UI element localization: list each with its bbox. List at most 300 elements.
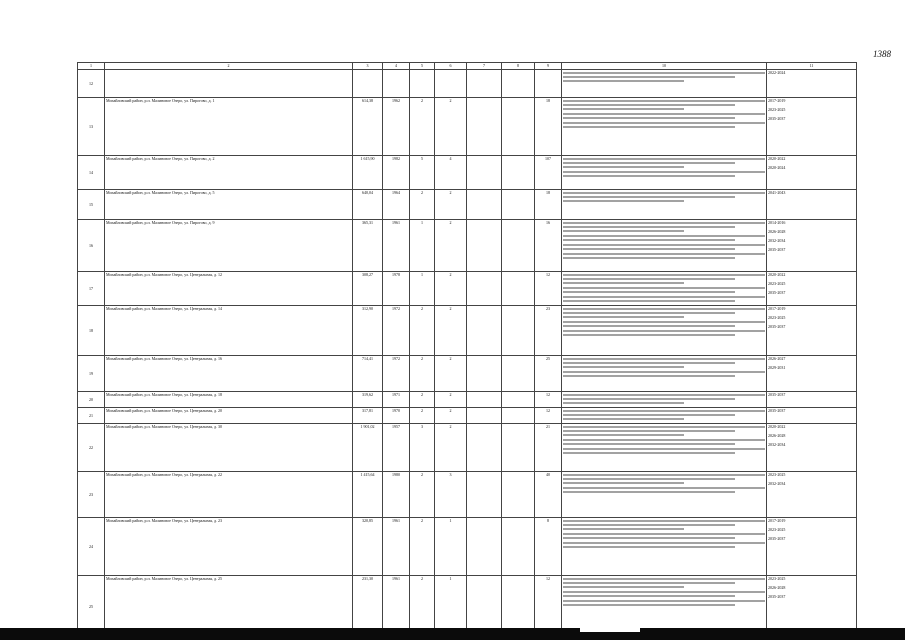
row-c5: 1 — [410, 272, 435, 306]
row-years — [767, 392, 857, 408]
row-c6: 2 — [435, 272, 467, 306]
work-item — [563, 308, 765, 318]
text-line — [563, 448, 765, 450]
work-item — [563, 578, 765, 588]
text-line — [563, 542, 765, 544]
row-c7 — [467, 272, 502, 306]
row-c5: 2 — [410, 190, 435, 220]
work-item — [563, 487, 765, 493]
text-line — [563, 72, 765, 74]
text-line — [563, 253, 765, 255]
text-line — [563, 452, 735, 454]
row-number: 22 — [78, 424, 105, 472]
work-item — [563, 122, 765, 128]
work-item — [563, 253, 765, 259]
row-c9 — [535, 70, 562, 98]
row-year: 1961 — [383, 220, 410, 272]
text-line — [563, 113, 765, 115]
row-area: 614,38 — [353, 98, 383, 156]
row-c9: 12 — [535, 576, 562, 638]
text-line — [563, 175, 735, 177]
row-c5: 2 — [410, 576, 435, 638]
text-line — [563, 578, 765, 580]
text-line — [563, 362, 735, 364]
work-item — [563, 296, 765, 302]
text-line — [563, 582, 735, 584]
row-c7 — [467, 518, 502, 576]
row-c5: 1 — [410, 220, 435, 272]
row-area: 1 615,90 — [353, 156, 383, 190]
text-line — [563, 430, 735, 432]
row-c5: 5 — [410, 156, 435, 190]
row-number: 15 — [78, 190, 105, 220]
row-c7 — [467, 190, 502, 220]
row-c9: 12 — [535, 272, 562, 306]
row-address: Михайловский район, р.п. Малиновое Озеро, ул. Центральная, д. 25 — [105, 576, 353, 638]
row-c7 — [467, 472, 502, 518]
text-line — [563, 482, 684, 484]
row-c6: 2 — [435, 220, 467, 272]
text-line — [563, 402, 684, 404]
row-address: Михайловский район, р.п. Малиновое Озеро, ул. Центральная, д. 20 — [105, 408, 353, 424]
row-c9: 8 — [535, 518, 562, 576]
work-years: 2023-2025 — [768, 527, 786, 532]
row-c8 — [502, 156, 535, 190]
text-line — [563, 410, 765, 412]
work-item — [563, 72, 765, 82]
row-area: 365,31 — [353, 220, 383, 272]
table-row — [78, 408, 857, 424]
work-years: 2026-2028 — [768, 433, 786, 438]
row-number: 17 — [78, 272, 105, 306]
row-year: 1961 — [383, 576, 410, 638]
row-c9: 107 — [535, 156, 562, 190]
work-years: 2017-2019 — [768, 306, 786, 311]
row-c7 — [467, 392, 502, 408]
text-line — [563, 278, 735, 280]
text-line — [563, 334, 735, 336]
row-area: 714,41 — [353, 356, 383, 392]
work-years: 2023-2025 — [768, 107, 786, 112]
work-years: 2032-2034 — [768, 442, 786, 447]
row-area: 1 901,02 — [353, 424, 383, 472]
work-years: 2022-2024 — [768, 70, 786, 75]
row-address: Михайловский район, р.п. Малиновое Озеро, ул. Центральная, д. 14 — [105, 306, 353, 356]
work-years: 2035-2037 — [768, 392, 786, 397]
row-year: 1971 — [383, 392, 410, 408]
row-number: 14 — [78, 156, 105, 190]
work-years: 2017-2019 — [768, 518, 786, 523]
row-c6: 2 — [435, 356, 467, 392]
text-line — [563, 600, 765, 602]
row-address — [105, 70, 353, 98]
row-c5: 2 — [410, 98, 435, 156]
table-row — [78, 220, 857, 272]
row-c7 — [467, 98, 502, 156]
work-item — [563, 192, 765, 202]
row-area: 640,04 — [353, 190, 383, 220]
work-years: 2035-2037 — [768, 594, 786, 599]
work-item — [563, 287, 765, 293]
row-years — [767, 356, 857, 392]
text-line — [563, 166, 684, 168]
work-years: 2026-2028 — [768, 229, 786, 234]
row-number: 23 — [78, 472, 105, 518]
work-years: 2023-2025 — [768, 315, 786, 320]
row-year: 1962 — [383, 98, 410, 156]
work-years: 2029-2031 — [768, 365, 786, 370]
table-row — [78, 272, 857, 306]
row-area: 320,85 — [353, 518, 383, 576]
row-address: Михайловский район, р.п. Малиновое Озеро, ул. Центральная, д. 16 — [105, 356, 353, 392]
work-item — [563, 321, 765, 327]
table-row — [78, 472, 857, 518]
row-year: 1970 — [383, 408, 410, 424]
text-line — [563, 371, 765, 373]
text-line — [563, 533, 765, 535]
row-c6: 2 — [435, 424, 467, 472]
work-years: 2035-2037 — [768, 247, 786, 252]
row-years — [767, 306, 857, 356]
row-c6: 1 — [435, 518, 467, 576]
work-years: 2026-2028 — [768, 585, 786, 590]
row-works — [562, 408, 767, 424]
header-cell: 2 — [105, 63, 353, 70]
text-line — [563, 104, 735, 106]
row-year — [383, 70, 410, 98]
text-line — [563, 122, 765, 124]
text-line — [563, 537, 735, 539]
text-line — [563, 316, 684, 318]
row-works — [562, 190, 767, 220]
table-row — [78, 518, 857, 576]
header-cell: 11 — [767, 63, 857, 70]
row-number: 16 — [78, 220, 105, 272]
row-c7 — [467, 408, 502, 424]
work-years: 2023-2025 — [768, 472, 786, 477]
header-cell: 3 — [353, 63, 383, 70]
row-c9: 40 — [535, 472, 562, 518]
scan-bottom-edge — [0, 628, 905, 640]
work-item — [563, 426, 765, 436]
row-c5: 2 — [410, 356, 435, 392]
row-works — [562, 306, 767, 356]
text-line — [563, 108, 684, 110]
row-c9: 12 — [535, 408, 562, 424]
work-years: 2023-2025 — [768, 576, 786, 581]
row-c6: 2 — [435, 392, 467, 408]
work-item — [563, 371, 765, 377]
row-c5 — [410, 70, 435, 98]
header-row — [78, 63, 857, 70]
row-address: Михайловский район, р.п. Малиновое Озеро, ул. Пирогово, д. 2 — [105, 156, 353, 190]
work-years: 2020-2024 — [768, 165, 786, 170]
table-row — [78, 392, 857, 408]
row-c6 — [435, 70, 467, 98]
work-item — [563, 222, 765, 232]
work-years: 2041-2043 — [768, 190, 786, 195]
text-line — [563, 222, 765, 224]
header-cell: 1 — [78, 63, 105, 70]
text-line — [563, 226, 735, 228]
row-c8 — [502, 392, 535, 408]
text-line — [563, 591, 765, 593]
work-years: 2020-2022 — [768, 272, 786, 277]
row-year: 1957 — [383, 424, 410, 472]
work-item — [563, 158, 765, 168]
row-c8 — [502, 518, 535, 576]
row-address: Михайловский район, р.п. Малиновое Озеро, ул. Центральная, д. 12 — [105, 272, 353, 306]
row-works — [562, 472, 767, 518]
row-years — [767, 408, 857, 424]
row-c5: 2 — [410, 306, 435, 356]
row-c9: 12 — [535, 392, 562, 408]
row-works — [562, 272, 767, 306]
row-c7 — [467, 156, 502, 190]
work-item — [563, 600, 765, 606]
row-years — [767, 98, 857, 156]
row-number: 13 — [78, 98, 105, 156]
row-number: 18 — [78, 306, 105, 356]
text-line — [563, 375, 735, 377]
row-works — [562, 220, 767, 272]
work-item — [563, 410, 765, 420]
text-line — [563, 126, 735, 128]
work-item — [563, 448, 765, 454]
table-row — [78, 98, 857, 156]
row-works — [562, 356, 767, 392]
work-item — [563, 274, 765, 284]
header-cell: 5 — [410, 63, 435, 70]
row-c6: 2 — [435, 98, 467, 156]
work-item — [563, 533, 765, 539]
row-c7 — [467, 424, 502, 472]
row-c5: 2 — [410, 472, 435, 518]
text-line — [563, 414, 735, 416]
text-line — [563, 80, 684, 82]
text-line — [563, 325, 735, 327]
text-line — [563, 321, 765, 323]
table-row — [78, 190, 857, 220]
row-c8 — [502, 424, 535, 472]
work-years: 2032-2034 — [768, 238, 786, 243]
text-line — [563, 418, 684, 420]
work-years: 2014-2016 — [768, 220, 786, 225]
header-cell: 8 — [502, 63, 535, 70]
text-line — [563, 200, 684, 202]
text-line — [563, 394, 765, 396]
work-years: 2020-2022 — [768, 424, 786, 429]
work-item — [563, 235, 765, 241]
text-line — [563, 76, 735, 78]
work-years: 2017-2019 — [768, 98, 786, 103]
row-c9: 18 — [535, 98, 562, 156]
row-c8 — [502, 220, 535, 272]
row-c8 — [502, 472, 535, 518]
row-c9: 16 — [535, 220, 562, 272]
row-year: 1964 — [383, 190, 410, 220]
text-line — [563, 426, 765, 428]
text-line — [563, 257, 735, 259]
row-c5: 2 — [410, 518, 435, 576]
text-line — [563, 308, 765, 310]
row-years — [767, 472, 857, 518]
row-c7 — [467, 70, 502, 98]
row-year: 1982 — [383, 156, 410, 190]
row-year: 1978 — [383, 272, 410, 306]
row-number: 12 — [78, 70, 105, 98]
text-line — [563, 358, 765, 360]
text-line — [563, 117, 735, 119]
work-item — [563, 244, 765, 250]
work-years: 2035-2037 — [768, 408, 786, 413]
text-line — [563, 230, 684, 232]
table-row — [78, 70, 857, 98]
row-years — [767, 220, 857, 272]
text-line — [563, 312, 735, 314]
text-line — [563, 478, 735, 480]
row-years — [767, 156, 857, 190]
row-area — [353, 70, 383, 98]
row-area: 319,62 — [353, 392, 383, 408]
text-line — [563, 398, 735, 400]
work-item — [563, 358, 765, 368]
work-years: 2035-2037 — [768, 536, 786, 541]
row-c8 — [502, 272, 535, 306]
row-c7 — [467, 220, 502, 272]
text-line — [563, 487, 765, 489]
row-number: 21 — [78, 408, 105, 424]
row-year: 1980 — [383, 472, 410, 518]
row-works — [562, 70, 767, 98]
row-year: 1972 — [383, 356, 410, 392]
text-line — [563, 300, 735, 302]
row-years — [767, 518, 857, 576]
work-years: 2035-2037 — [768, 290, 786, 295]
work-item — [563, 439, 765, 445]
row-c5: 2 — [410, 408, 435, 424]
work-item — [563, 520, 765, 530]
row-years — [767, 190, 857, 220]
table-row — [78, 424, 857, 472]
page-number: 1388 — [873, 49, 891, 59]
row-years — [767, 272, 857, 306]
work-item — [563, 591, 765, 597]
row-address: Михайловский район, р.п. Малиновое Озеро, ул. Пирогово, д. 9 — [105, 220, 353, 272]
row-year: 1972 — [383, 306, 410, 356]
row-works — [562, 156, 767, 190]
row-c6: 2 — [435, 408, 467, 424]
table-row — [78, 356, 857, 392]
text-line — [563, 528, 684, 530]
row-c9: 21 — [535, 424, 562, 472]
work-years: 2020-2022 — [768, 156, 786, 161]
work-item — [563, 394, 765, 404]
text-line — [563, 546, 735, 548]
text-line — [563, 100, 765, 102]
work-years: 2032-2034 — [768, 481, 786, 486]
work-item — [563, 171, 765, 177]
row-year: 1961 — [383, 518, 410, 576]
row-address: Михайловский район, р.п. Малиновое Озеро, ул. Пирогово, д. 5 — [105, 190, 353, 220]
table-row — [78, 306, 857, 356]
scan-edge-gap — [580, 628, 640, 632]
row-c6: 3 — [435, 472, 467, 518]
text-line — [563, 158, 765, 160]
row-c8 — [502, 190, 535, 220]
text-line — [563, 244, 765, 246]
row-number: 24 — [78, 518, 105, 576]
row-c8 — [502, 98, 535, 156]
header-cell: 4 — [383, 63, 410, 70]
text-line — [563, 192, 765, 194]
work-item — [563, 100, 765, 110]
row-works — [562, 518, 767, 576]
work-years: 2023-2025 — [768, 281, 786, 286]
text-line — [563, 491, 735, 493]
row-c6: 2 — [435, 306, 467, 356]
work-item — [563, 542, 765, 548]
text-line — [563, 196, 735, 198]
row-address: Михайловский район, р.п. Малиновое Озеро, ул. Пирогово, д. 1 — [105, 98, 353, 156]
row-c6: 4 — [435, 156, 467, 190]
row-c8 — [502, 408, 535, 424]
row-c7 — [467, 356, 502, 392]
row-c7 — [467, 306, 502, 356]
row-c9: 23 — [535, 306, 562, 356]
work-years: 2035-2037 — [768, 116, 786, 121]
table-row — [78, 156, 857, 190]
text-line — [563, 434, 684, 436]
text-line — [563, 586, 684, 588]
text-line — [563, 330, 765, 332]
row-address: Михайловский район, р.п. Малиновое Озеро, ул. Центральная, д. 30 — [105, 424, 353, 472]
row-c5: 2 — [410, 392, 435, 408]
row-number: 20 — [78, 392, 105, 408]
work-item — [563, 113, 765, 119]
header-cell: 6 — [435, 63, 467, 70]
row-c8 — [502, 306, 535, 356]
text-line — [563, 366, 684, 368]
row-c9: 25 — [535, 356, 562, 392]
row-works — [562, 98, 767, 156]
row-address: Михайловский район, р.п. Малиновое Озеро, ул. Центральная, д. 23 — [105, 518, 353, 576]
work-years: 2035-2037 — [768, 324, 786, 329]
row-years — [767, 70, 857, 98]
row-c6: 1 — [435, 576, 467, 638]
text-line — [563, 296, 765, 298]
text-line — [563, 235, 765, 237]
row-works — [562, 424, 767, 472]
text-line — [563, 443, 735, 445]
text-line — [563, 595, 735, 597]
text-line — [563, 439, 765, 441]
row-address: Михайловский район, р.п. Малиновое Озеро, ул. Центральная, д. 22 — [105, 472, 353, 518]
text-line — [563, 474, 765, 476]
work-item — [563, 330, 765, 336]
text-line — [563, 520, 765, 522]
text-line — [563, 239, 735, 241]
row-years — [767, 424, 857, 472]
text-line — [563, 291, 735, 293]
row-works — [562, 392, 767, 408]
row-c9: 18 — [535, 190, 562, 220]
row-c6: 2 — [435, 190, 467, 220]
row-area: 312,90 — [353, 306, 383, 356]
row-area: 308,27 — [353, 272, 383, 306]
row-number: 25 — [78, 576, 105, 638]
text-line — [563, 162, 735, 164]
